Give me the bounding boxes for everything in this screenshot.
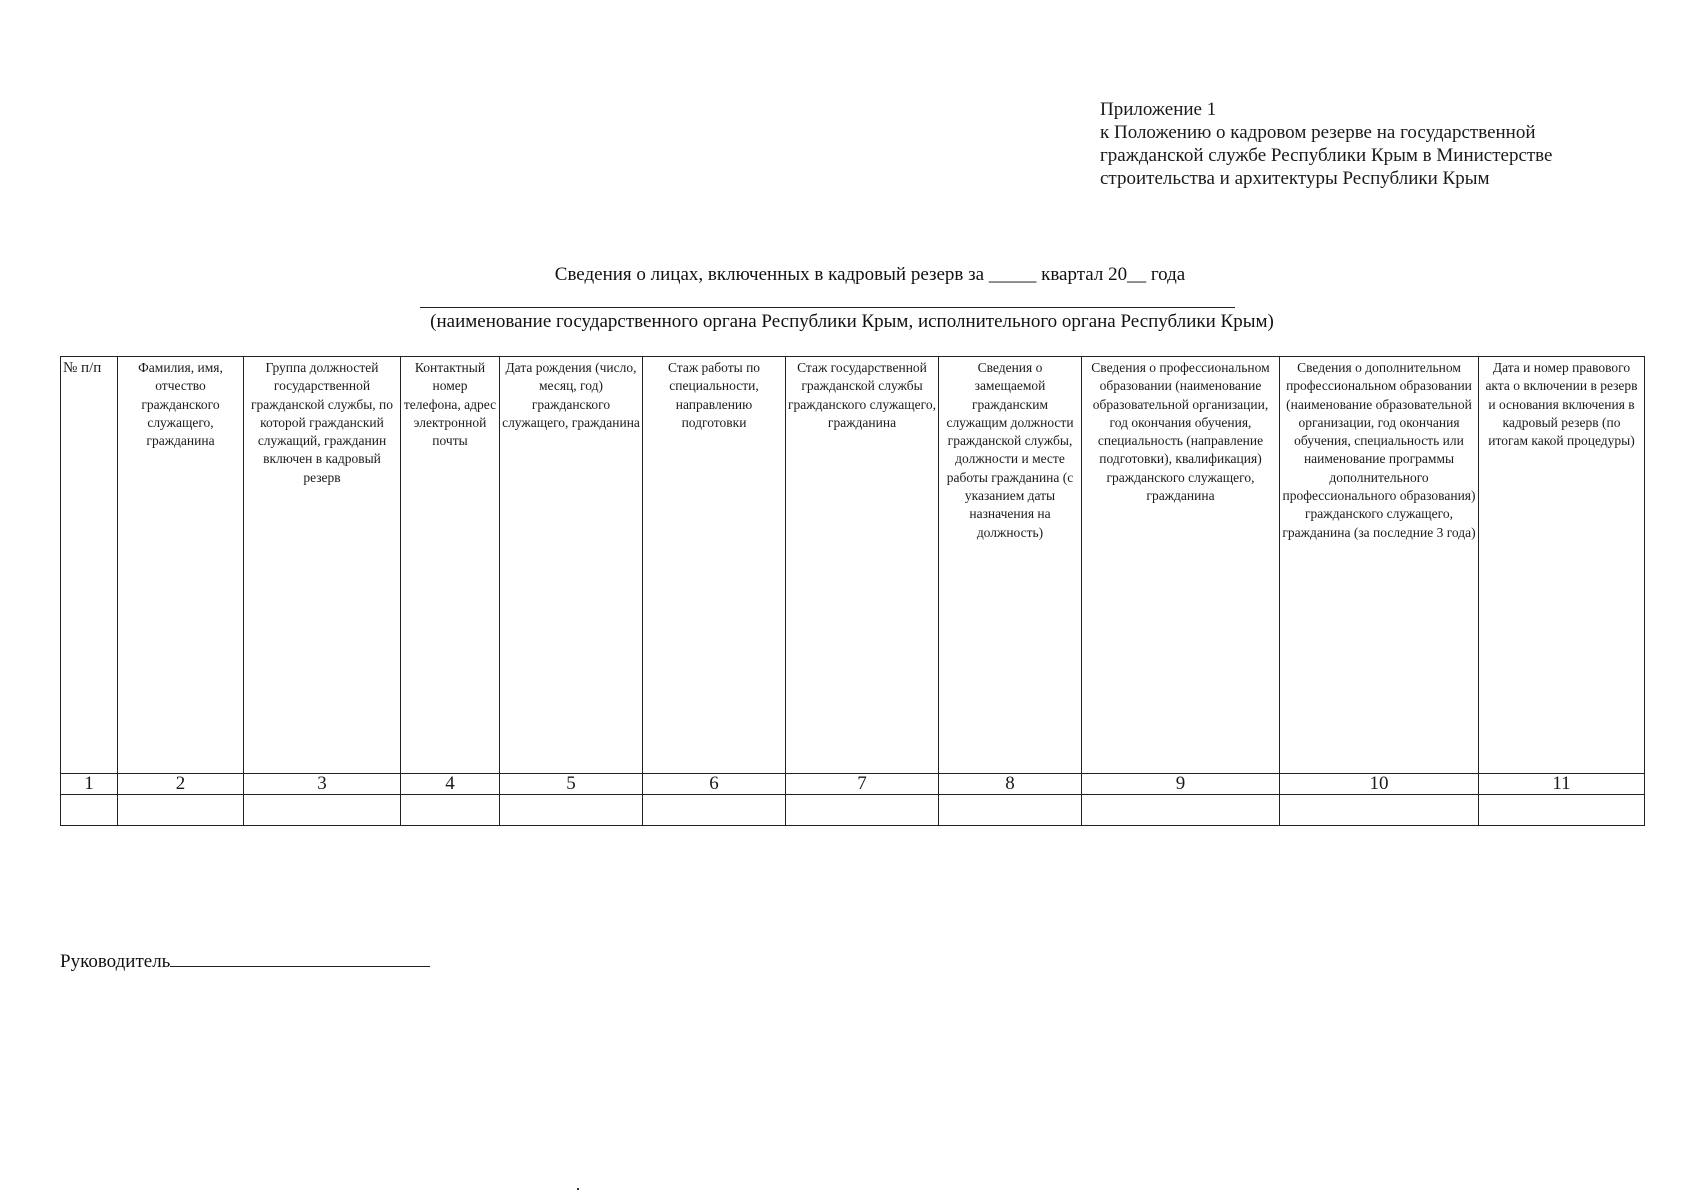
empty-cell [244, 795, 401, 826]
column-number: 4 [401, 774, 500, 795]
empty-cell [939, 795, 1082, 826]
appendix-line: строительства и архитектуры Республики Крым [1100, 168, 1490, 189]
column-number: 5 [500, 774, 643, 795]
empty-cell [1082, 795, 1280, 826]
column-number-row [61, 774, 1645, 795]
document-title-text: Сведения о лицах, включенных в кадровый резерв за _____ квартал 20__ года [554, 264, 1186, 285]
document-title [0, 264, 1700, 286]
column-number: 1 [61, 774, 118, 795]
header-cell-position-group: Группа должностей государственной гражданской службы, по которой гражданский служащий, гражданин включен в кадровый резерв [244, 357, 401, 774]
organization-fill-line [420, 307, 1235, 308]
table-row [61, 795, 1645, 826]
header-cell-civil-service-experience: Стаж государственной гражданской службы гражданского служащего, гражданина [786, 357, 939, 774]
appendix-line: Приложение 1 [1100, 99, 1217, 120]
column-number: 2 [118, 774, 244, 795]
empty-cell [643, 795, 786, 826]
empty-cell [1280, 795, 1479, 826]
organization-caption [0, 311, 1700, 333]
header-cell-contacts: Контактный номер телефона, адрес электронной почты [401, 357, 500, 774]
signature-line [170, 950, 430, 967]
header-cell-education: Сведения о профессиональном образовании (наименование образовательной организации, год окончания обучения, специальность (направление подготовки), квалификация) гражданского служащего, гражданина [1082, 357, 1280, 774]
empty-cell [500, 795, 643, 826]
scan-speck [577, 1188, 579, 1190]
header-cell-specialty-experience: Стаж работы по специальности, направлению подготовки [643, 357, 786, 774]
appendix-line: к Положению о кадровом резерве на государственной [1100, 122, 1536, 143]
appendix-line: гражданской службе Республики Крым в Министерстве [1100, 145, 1553, 166]
column-number: 6 [643, 774, 786, 795]
signature-block [60, 950, 430, 973]
column-number: 8 [939, 774, 1082, 795]
header-cell-legal-act: Дата и номер правового акта о включении в резерв и основания включения в кадровый резерв (по итогам какой процедуры) [1479, 357, 1645, 774]
organization-caption-text: (наименование государственного органа Республики Крым, исполнительного органа Республики Крым) [430, 311, 1274, 332]
header-cell-birth-date: Дата рождения (число, месяц, год) гражданского служащего, гражданина [500, 357, 643, 774]
column-number: 11 [1479, 774, 1645, 795]
table-header-row [61, 357, 1645, 774]
signature-label: Руководитель [60, 951, 171, 972]
empty-cell [786, 795, 939, 826]
header-cell-additional-education: Сведения о дополнительном профессиональном образовании (наименование образовательной организации, год окончания обучения, специальность или наименование программы дополнительного профессионального образования) гражданского служащего, гражданина (за последние 3 года) [1280, 357, 1479, 774]
empty-cell [118, 795, 244, 826]
empty-cell [61, 795, 118, 826]
header-cell-number: № п/п [61, 357, 118, 774]
column-number: 10 [1280, 774, 1479, 795]
appendix-note [1100, 98, 1552, 190]
column-number: 9 [1082, 774, 1280, 795]
empty-cell [1479, 795, 1645, 826]
column-number: 7 [786, 774, 939, 795]
header-cell-full-name: Фамилия, имя, отчество гражданского служащего, гражданина [118, 357, 244, 774]
column-number: 3 [244, 774, 401, 795]
empty-cell [401, 795, 500, 826]
reserve-table [60, 356, 1645, 826]
header-cell-current-position: Сведения о замещаемой гражданским служащим должности гражданской службы, должности и месте работы гражданина (с указанием даты назначения на должность) [939, 357, 1082, 774]
